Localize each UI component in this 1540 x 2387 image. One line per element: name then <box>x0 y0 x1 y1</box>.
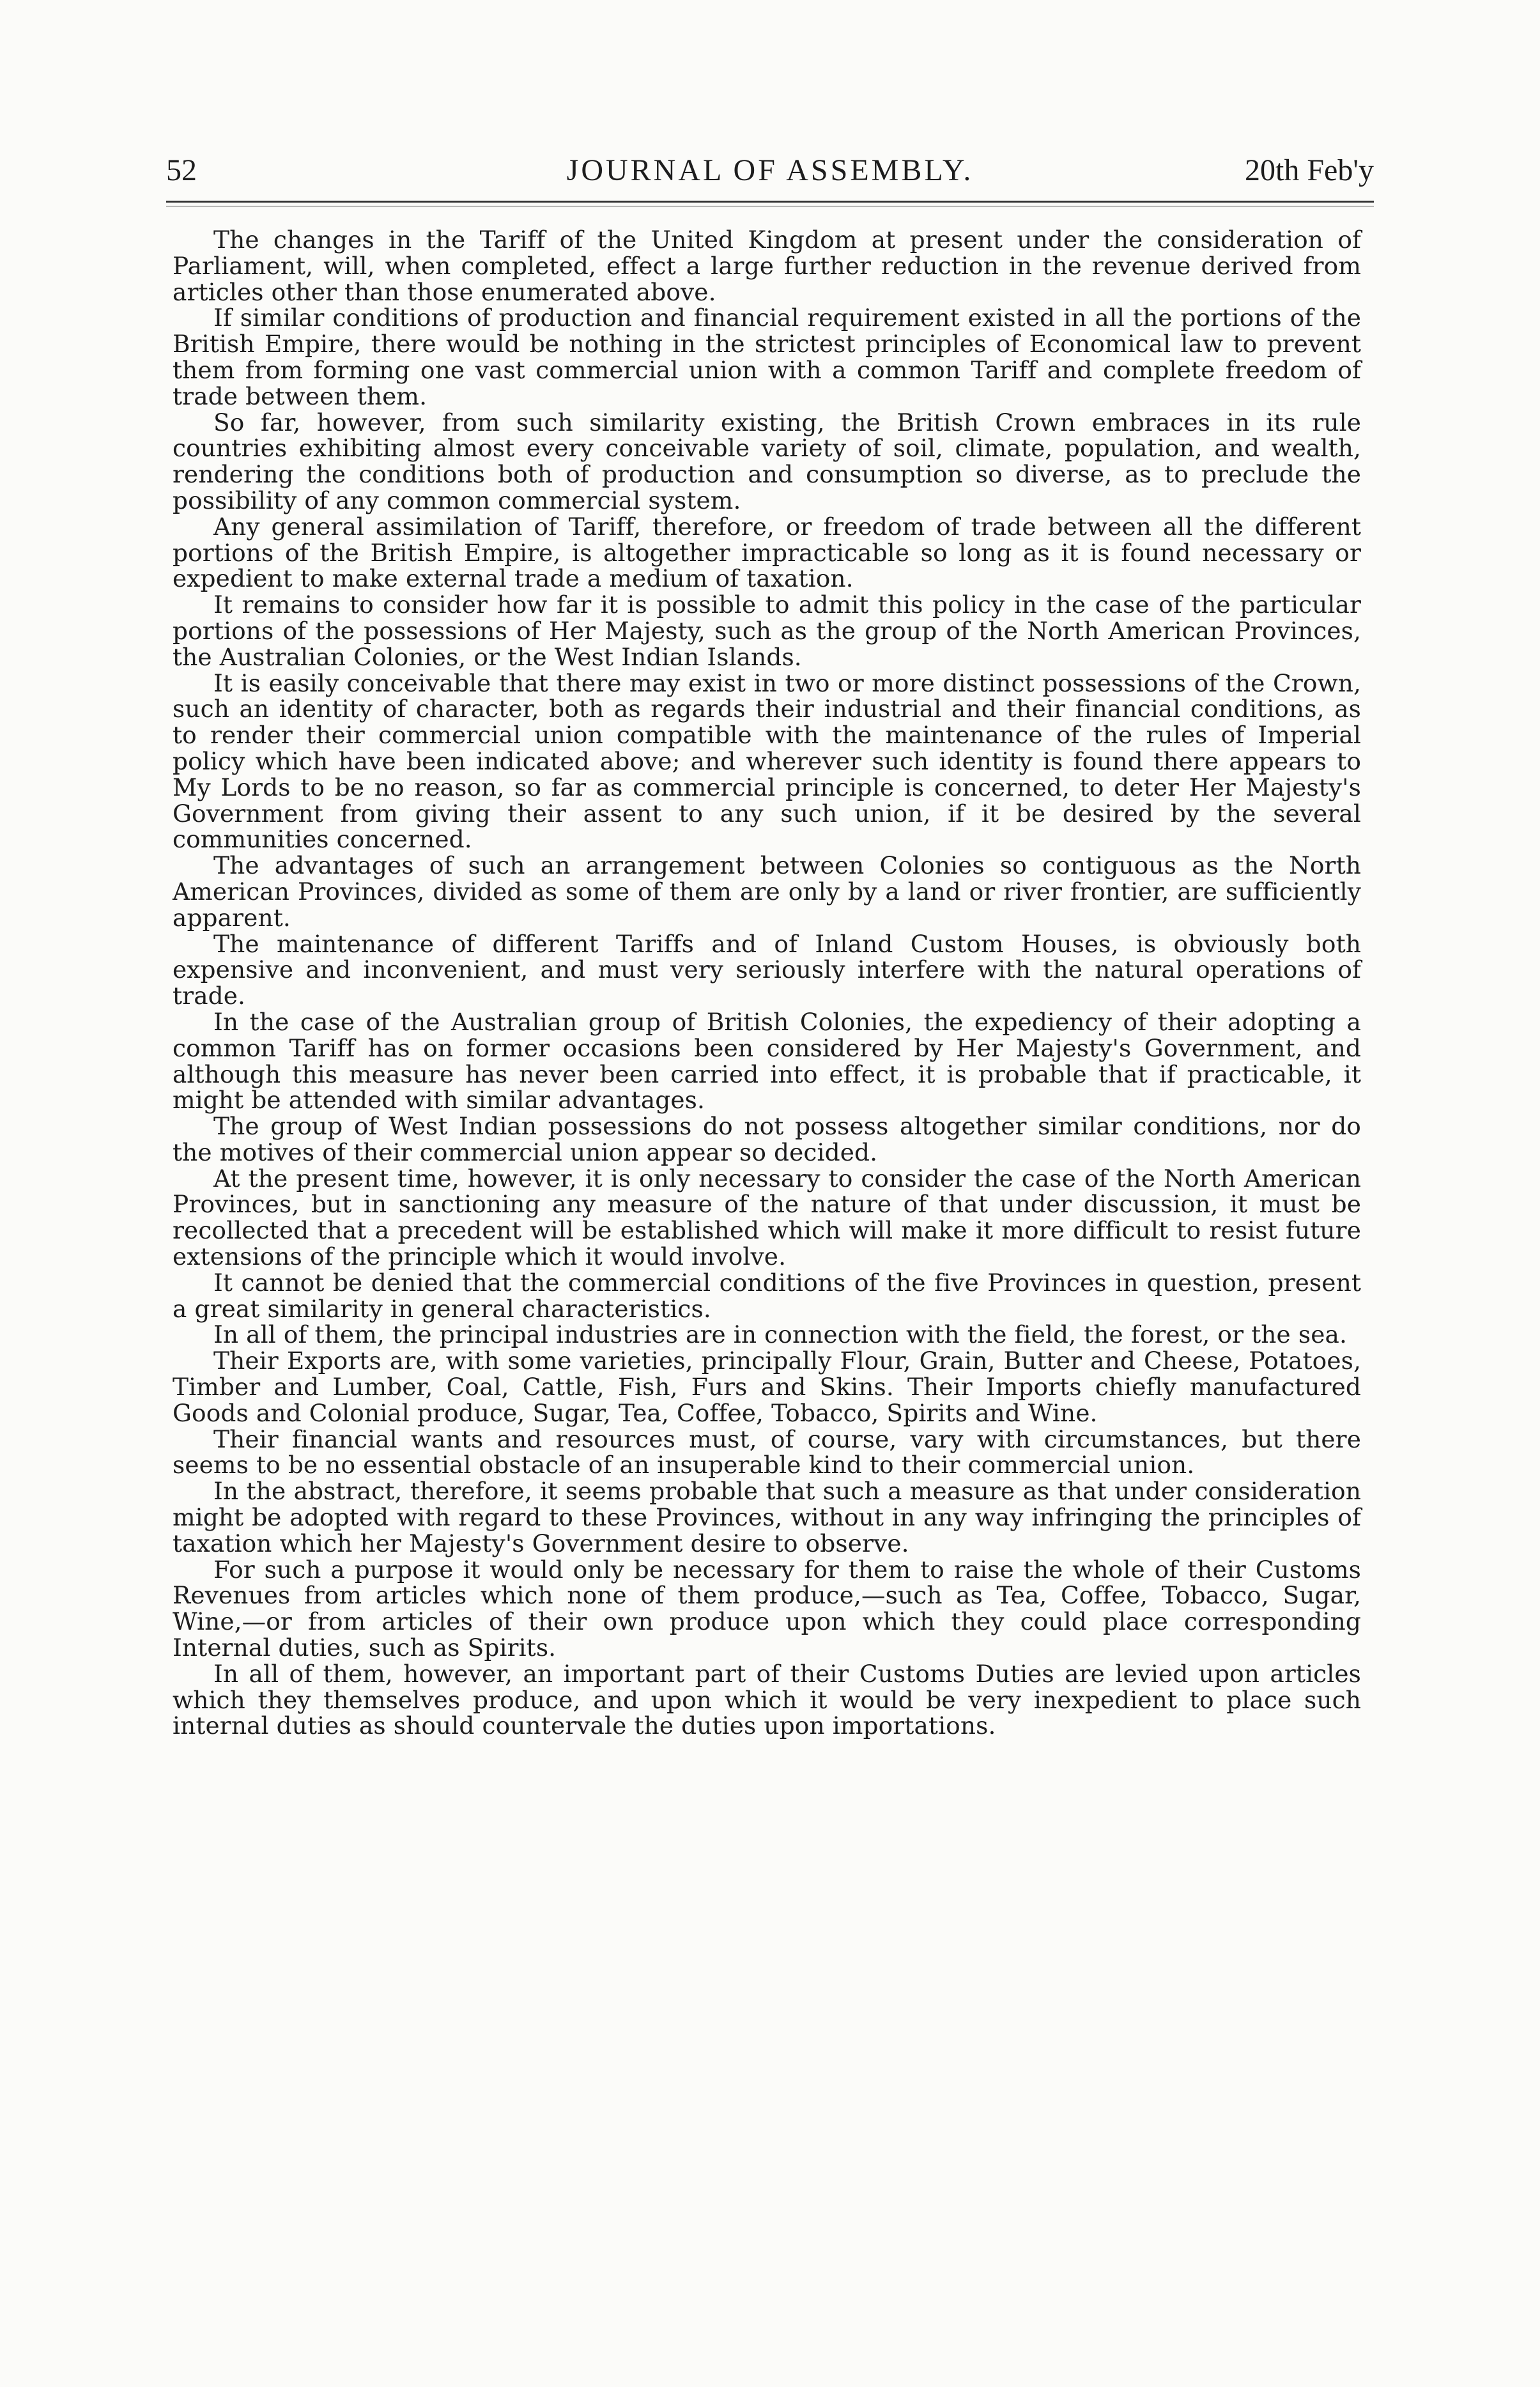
paragraph: In the case of the Australian group of British Colonies, the expediency of their adopting a common Tariff has on former occasions been considered by Her Majesty's Government, and although this measure has never been carried into effect, it is probable that if practicable, it might be attended with similar advantages. <box>173 1007 1361 1115</box>
journal-title: JOURNAL OF ASSEMBLY. <box>566 153 974 187</box>
paragraph: It is easily conceivable that there may exist in two or more distinct possessions of the Crown, such an identity of character, both as regards their industrial and their financial conditions, as to render their commercial union compatible with the maintenance of the rules of Imperial policy which have been indicated above; and wherever such identity is found there appears to My Lords to be no reason, so far as commercial principle is concerned, to deter Her Majesty's Government from giving their assent to any such union, if it be desired by the several communities concerned. <box>173 668 1361 854</box>
paragraph: The maintenance of different Tariffs and of Inland Custom Houses, is obviously both expensive and inconvenient, and must very seriously interfere with the natural operations of trade. <box>173 929 1361 1010</box>
page-header <box>166 148 1374 193</box>
paragraph: It cannot be denied that the commercial conditions of the five Provinces in question, present a great similarity in general characteristics. <box>173 1268 1361 1323</box>
paragraph: For such a purpose it would only be necessary for them to raise the whole of their Customs Revenues from articles which none of them produce,—such as Tea, Coffee, Tobacco, Sugar, Wine,—or from articles of their own produce upon which they could place corresponding Internal duties, such as Spirits. <box>173 1555 1361 1662</box>
paragraph: Any general assimilation of Tariff, therefore, or freedom of trade between all the different portions of the British Empire, is altogether impracticable so long as it is found necessary or expedient to make external trade a medium of taxation. <box>173 512 1361 593</box>
paragraph: The group of West Indian possessions do not possess altogether similar conditions, nor do the motives of their commercial union appear so decided. <box>173 1112 1361 1166</box>
paragraph: The changes in the Tariff of the United Kingdom at present under the consideration of Parliament, will, when completed, effect a large further reduction in the revenue derived from articles other than those enumerated above. <box>173 226 1361 306</box>
paragraph: In the abstract, therefore, it seems probable that such a measure as that under consideration might be adopted with regard to these Provinces, without in any way infringing the principles of taxation which her Majesty's Government desire to observe. <box>173 1477 1361 1557</box>
header-rule <box>166 201 1374 203</box>
header-date: 20th Feb'y <box>1245 153 1374 187</box>
page-number: 52 <box>166 153 197 187</box>
paragraph: In all of them, however, an important part of their Customs Duties are levied upon articles which they themselves produce, and upon which it would be very inexpedient to place such internal duties as should countervale the duties upon importations. <box>173 1659 1361 1740</box>
paragraph: The advantages of such an arrangement between Colonies so contiguous as the North American Provinces, divided as some of them are only by a land or river frontier, are sufficiently apparent. <box>173 851 1361 932</box>
paragraph: At the present time, however, it is only necessary to consider the case of the North American Provinces, but in sanctioning any measure of the nature of that under discussion, it must be recollected that a precedent will be established which will make it more difficult to resist future extensions of the principle which it would involve. <box>173 1164 1361 1271</box>
paragraph: If similar conditions of production and financial requirement existed in all the portions of the British Empire, there would be nothing in the strictest principles of Economical law to prevent them from forming one vast commercial union with a common Tariff and complete freedom of trade between them. <box>173 304 1361 410</box>
paragraph: Their Exports are, with some varieties, principally Flour, Grain, Butter and Cheese, Potatoes, Timber and Lumber, Coal, Cattle, Fish, Furs and Skins. Their Imports chiefly manufactured Goods and Colonial produce, Sugar, Tea, Coffee, Tobacco, Spirits and Wine. <box>173 1347 1361 1427</box>
document-body <box>173 227 1361 1739</box>
paragraph: Their financial wants and resources must, of course, vary with circumstances, but there seems to be no essential obstacle of an insuperable kind to their commercial union. <box>173 1425 1361 1479</box>
paragraph: In all of them, the principal industries are in connection with the field, the forest, or the sea. <box>213 1320 1347 1349</box>
paragraph: So far, however, from such similarity existing, the British Crown embraces in its rule countries exhibiting almost every conceivable variety of soil, climate, population, and wealth, rendering the conditions both of production and consumption so diverse, as to preclude the possibility of any common commercial system. <box>173 408 1361 514</box>
paragraph: It remains to consider how far it is possible to admit this policy in the case of the particular portions of the possessions of Her Majesty, such as the group of the North American Provinces, the Australian Colonies, or the West Indian Islands. <box>173 591 1361 671</box>
